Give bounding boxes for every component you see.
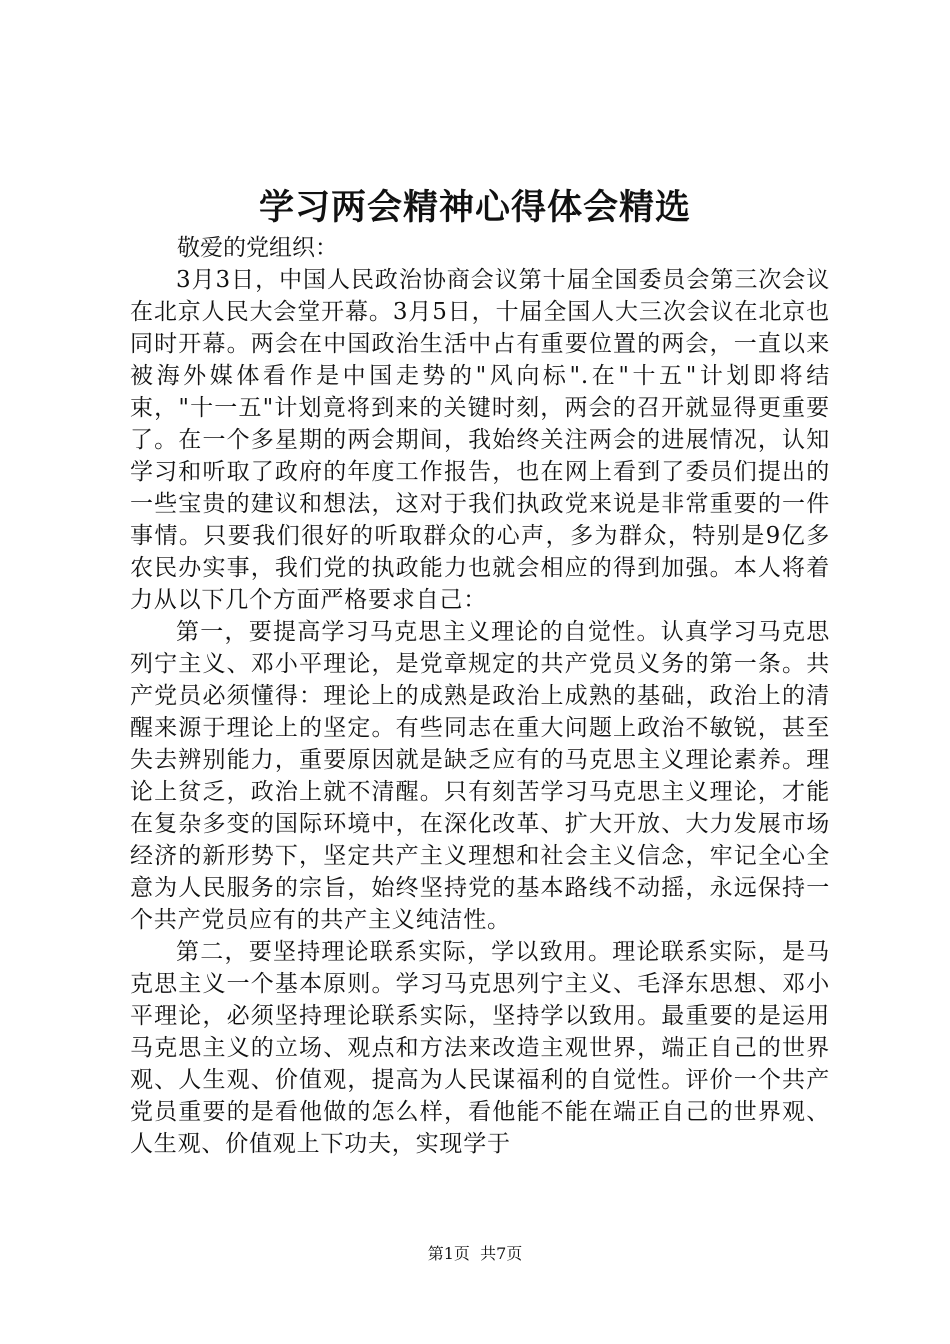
paragraph-first-point: 第一，要提高学习马克思主义理论的自觉性。认真学习马克思列宁主义、邓小平理论，是党章规定的共产党员义务的第一条。共产党员必须懂得：理论上的成熟是政治上成熟的基础，政治上的清醒来源于理论上的坚定。有些同志在重大问题上政治不敏锐，甚至失去辨别能力，重要原因就是缺乏应有的马克思主义理论素养。理论上贫乏，政治上就不清醒。只有刻苦学习马克思主义理论，才能在复杂多变的国际环境中，在深化改革、扩大开放、大力发展市场经济的新形势下，坚定共产主义理想和社会主义信念，牢记全心全意为人民服务的宗旨，始终坚持党的基本路线不动摇，永远保持一个共产党员应有的共产主义纯洁性。	[130, 619, 830, 933]
page-number-total: 共7页	[480, 1244, 523, 1263]
paragraph-intro: 3月3日，中国人民政治协商会议第十届全国委员会第三次会议在北京人民大会堂开幕。3月5日，十届全国人大三次会议在北京也同时开幕。两会在中国政治生活中占有重要位置的两会，一直以来被海外媒体看作是中国走势的"风向标".在"十五"计划即将结束，"十一五"计划竟将到来的关键时刻，两会的召开就显得更重要了。在一个多星期的两会期间，我始终关注两会的进展情况，认知学习和听取了政府的年度工作报告，也在网上看到了委员们提出的一些宝贵的建议和想法，这对于我们执政党来说是非常重要的一件事情。只要我们很好的听取群众的心声，多为群众，特别是9亿多农民办实事，我们党的执政能力也就会相应的得到加强。本人将着力从以下几个方面严格要求自己：	[130, 267, 830, 613]
document-title: 学习两会精神心得体会精选	[258, 187, 691, 228]
page-number-current: 第1页	[427, 1244, 470, 1263]
document-body	[130, 232, 830, 1160]
page-footer	[0, 1243, 950, 1265]
salutation: 敬爱的党组织：	[177, 235, 338, 261]
paragraph-second-point: 第二，要坚持理论联系实际，学以致用。理论联系实际，是马克思主义一个基本原则。学习马克思列宁主义、毛泽东思想、邓小平理论，必须坚持理论联系实际，坚持学以致用。最重要的是运用马克思主义的立场、观点和方法来改造主观世界，端正自己的世界观、人生观、价值观，提高为人民谋福利的自觉性。评价一个共产党员重要的是看他做的怎么样，看他能不能在端正自己的世界观、人生观、价值观上下功夫，实现学于	[130, 939, 830, 1157]
footer-separator	[470, 1244, 480, 1263]
